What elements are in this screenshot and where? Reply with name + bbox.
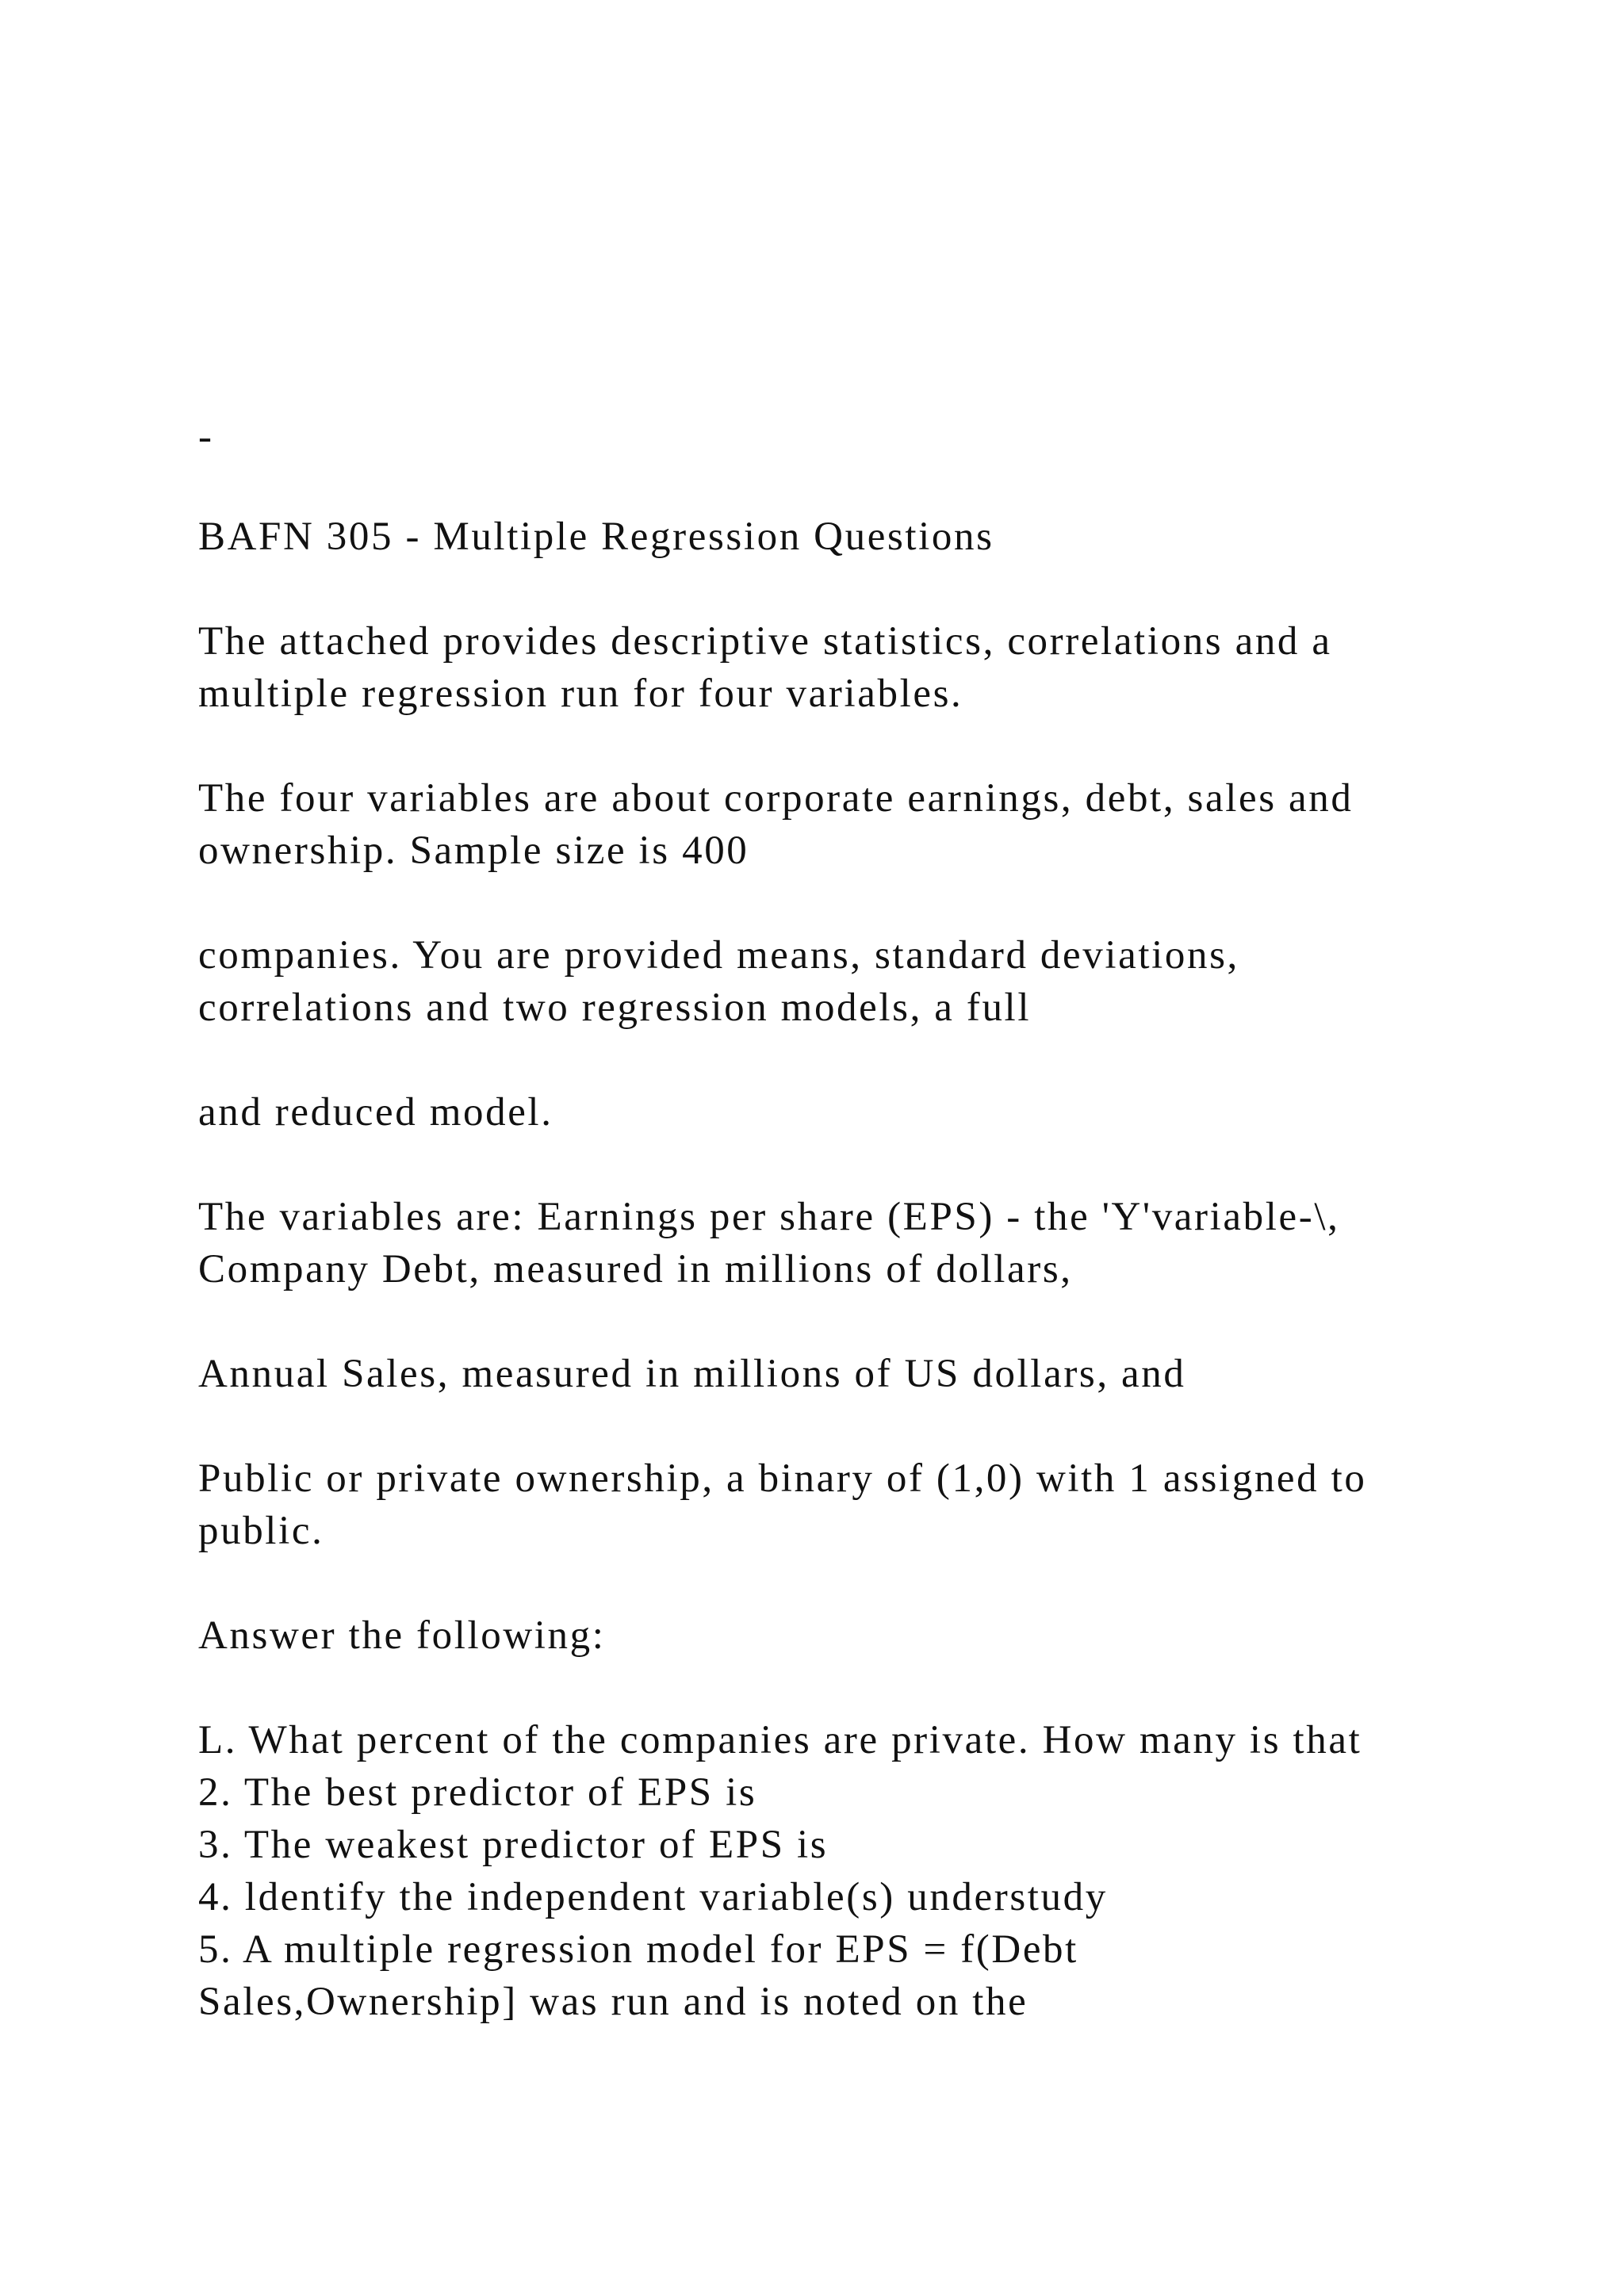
variables-overview-line-1: The four variables are about corporate earnings, debt, sales and [198,776,1354,821]
question-item: L. What percent of the companies are private. How many is that [198,1718,1362,1762]
annual-sales-line: Annual Sales, measured in millions of US dollars, and [198,1352,1186,1396]
provided-data-line-2: correlations and two regression models, a full [198,985,1032,1030]
question-item: 2. The best predictor of EPS is [198,1770,757,1815]
answer-heading: Answer the following: [198,1613,606,1658]
provided-data-line-1: companies. You are provided means, standard deviations, [198,933,1239,978]
intro-line-1: The attached provides descriptive statistics, correlations and a [198,619,1332,664]
ownership-line-1: Public or private ownership, a binary of (1,0) with 1 assigned to [198,1456,1367,1501]
leading-dash: - [198,415,214,459]
variables-overview-line-2: ownership. Sample size is 400 [198,828,749,873]
reduced-model-line: and reduced model. [198,1090,553,1135]
question-item: 5. A multiple regression model for EPS = f(Debt [198,1927,1078,1972]
document-title: BAFN 305 - Multiple Regression Questions [198,515,994,559]
variables-definition-line-1: The variables are: Earnings per share (EPS) - the 'Y'variable-\, [198,1195,1340,1239]
question-item: 4. ldentify the independent variable(s) understudy [198,1875,1108,1919]
ownership-line-2: public. [198,1509,324,1553]
question-item-continuation: Sales,Ownership] was run and is noted on the [198,1980,1028,2024]
variables-definition-line-2: Company Debt, measured in millions of dollars, [198,1247,1073,1292]
intro-line-2: multiple regression run for four variables. [198,672,963,716]
question-item: 3. The weakest predictor of EPS is [198,1823,829,1867]
